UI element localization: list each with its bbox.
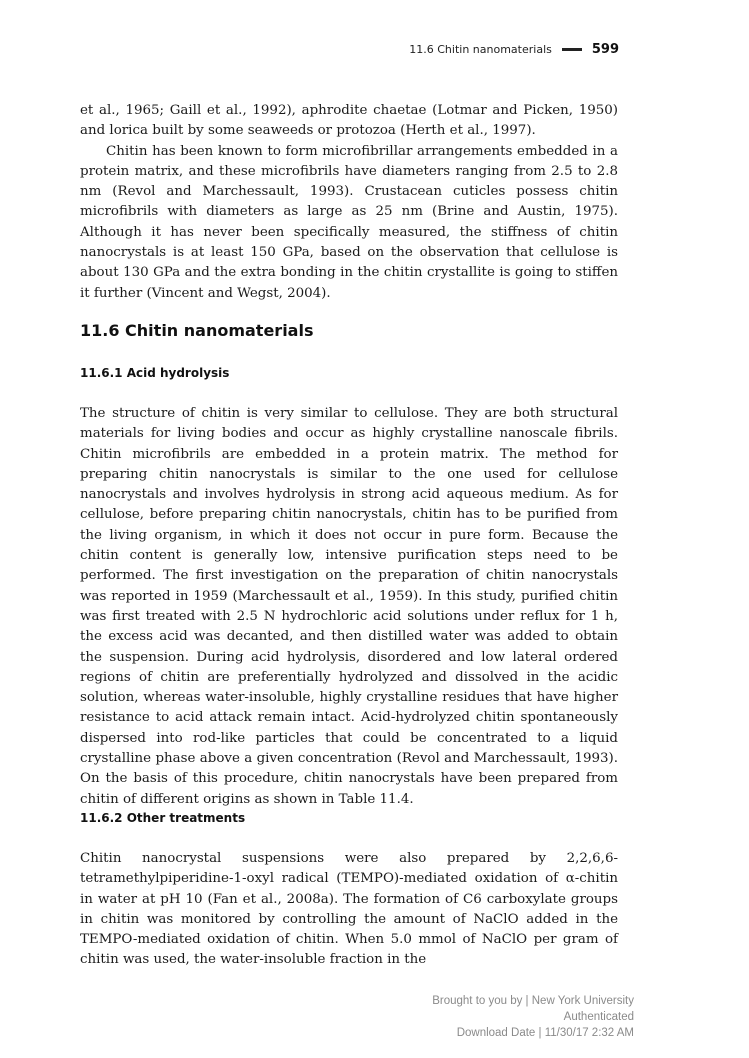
download-watermark xyxy=(432,993,634,1041)
intro-paragraph: Chitin has been known to form microfibrillar arrangements embedded in a protein matrix, and these microfibrils have diameters ranging from 2.5 to 2.8 nm (Revol and Marchessault, 1993). Crustacean cuticles possess chitin microfibrils with diameters as large as 25 nm (Brine and Austin, 1975). Although it has never been specifically measured, the stiffness of chitin nanocrystals is at least 150 GPa, based on the observation that cellulose is about 130 GPa and the extra bonding in the chitin crystallite is going to stiffen it further (Vincent and Wegst, 2004). xyxy=(80,143,618,301)
section-heading: 11.6 Chitin nanomaterials xyxy=(80,321,314,340)
acid-hydrolysis-text xyxy=(80,404,618,810)
subsection-heading-acid-hydrolysis: 11.6.1 Acid hydrolysis xyxy=(80,366,230,380)
running-head-rule xyxy=(562,48,582,51)
running-head-section: 11.6 Chitin nanomaterials xyxy=(409,43,552,56)
intro-paragraph-continued: et al., 1965; Gaill et al., 1992), aphrodite chaetae (Lotmar and Picken, 1950) and lorica built by some seaweeds or protozoa (Herth et al., 1997). xyxy=(80,103,618,139)
intro-text xyxy=(80,101,618,304)
other-treatments-paragraph: Chitin nanocrystal suspensions were also prepared by 2,2,6,6-tetramethylpiperidine-1-oxyl radical (TEMPO)-mediated oxidation of α-chitin in water at pH 10 (Fan et al., 2008a). The formation of C6 carboxylate groups in chitin was monitored by controlling the amount of NaClO added in the TEMPO-mediated oxidation of chitin. When 5.0 mmol of NaClO per gram of chitin was used, the water-insoluble fraction in the xyxy=(80,851,618,968)
footer-line-download-date: Download Date | 11/30/17 2:32 AM xyxy=(456,1027,634,1039)
page-number: 599 xyxy=(591,42,619,57)
running-head xyxy=(409,42,619,57)
subsection-heading-other-treatments: 11.6.2 Other treatments xyxy=(80,811,246,825)
other-treatments-text xyxy=(80,849,618,971)
footer-line-authenticated: Authenticated xyxy=(563,1011,634,1023)
acid-hydrolysis-paragraph: The structure of chitin is very similar to cellulose. They are both structural materials for living bodies and occur as highly crystalline nanoscale fibrils. Chitin microfibrils are embedded in a protein matrix. The method for preparing chitin nanocrystals is similar to the one used for cellulose nanocrystals and involves hydrolysis in strong acid aqueous medium. As for cellulose, before preparing chitin nanocrystals, chitin has to be purified from the living organism, in which it does not occur in pure form. Because the chitin content is generally low, intensive purification steps need to be performed. The first investigation on the preparation of chitin nanocrystals was reported in 1959 (Marchessault et al., 1959). In this study, purified chitin was first treated with 2.5 N hydrochloric acid solutions under reflux for 1 h, the excess acid was decanted, and then distilled water was added to obtain the suspension. During acid hydrolysis, disordered and low lateral ordered regions of chitin are preferentially hydrolyzed and dissolved in the acidic solution, whereas water-insoluble, highly crystalline residues that have higher resistance to acid attack remain intact. Acid-hydrolyzed chitin spontaneously dispersed into rod-like particles that could be concentrated to a liquid crystalline phase above a given concentration (Revol and Marchessault, 1993). On the basis of this procedure, chitin nanocrystals have been prepared from chitin of different origins as shown in Table 11.4. xyxy=(80,406,618,807)
footer-line-institution: Brought to you by | New York University xyxy=(432,995,634,1007)
